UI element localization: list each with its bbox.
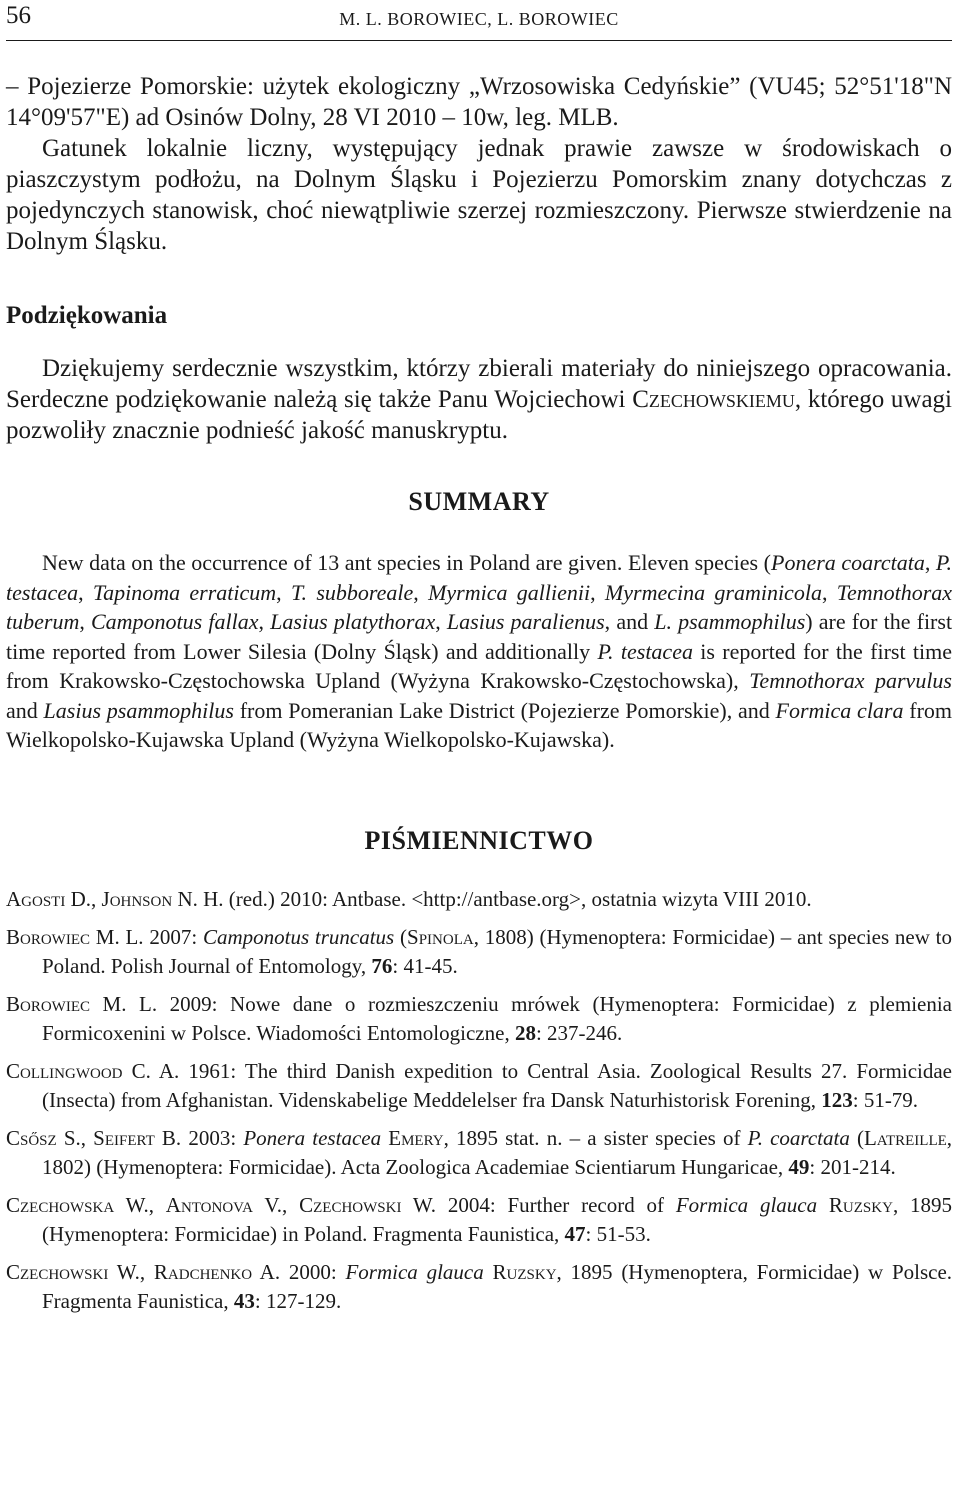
text-segment: , xyxy=(258,609,271,634)
text-segment xyxy=(484,1260,493,1284)
volume-number: 28 xyxy=(514,1020,536,1045)
author-name: Czechowska xyxy=(6,1192,115,1217)
text-segment: , 1895 stat. n. – a sister species of xyxy=(443,1125,748,1150)
reference-entry xyxy=(6,923,952,981)
acknowledged-person-name: Czechowskiemu xyxy=(632,386,795,413)
text-segment: is reported for the first time from Krakowsko-Częstochowska Upland (Wyżyna Krakowsko-Częstochowska), xyxy=(6,638,953,693)
text-segment: , xyxy=(276,579,291,605)
volume-number: 76 xyxy=(371,953,393,978)
italic-text: Camponotus fallax xyxy=(91,609,259,634)
italic-text: Ponera coarctata xyxy=(771,550,925,575)
text-segment: M. L. 2009: Nowe dane o rozmieszczeniu mrówek (Hymenoptera: Formicidae) z plemienia Formicoxenini w Polsce. Wiadomości Entomologiczne, xyxy=(42,991,952,1045)
author-name: Ruzsky xyxy=(492,1259,557,1284)
text-segment: , xyxy=(78,579,93,605)
italic-text: Temnothorax parvulus xyxy=(749,668,952,693)
reference-entry xyxy=(6,1124,952,1182)
text-segment: M. L. 2007: xyxy=(90,924,203,949)
author-name: Collingwood xyxy=(6,1058,123,1083)
text-segment: B. 2003: xyxy=(154,1125,244,1150)
page-number: 56 xyxy=(6,2,31,29)
author-name: Borowiec xyxy=(6,924,90,949)
text-segment: ( xyxy=(394,924,408,949)
text-segment: V., xyxy=(252,1192,300,1217)
author-name: Seifert xyxy=(93,1125,155,1150)
locality-record: – Pojezierze Pomorskie: użytek ekologiczny „Wrzosowiska Cedyńskie” (VU45; 52°51'18"N 14°09'57"E) ad Osinów Dolny, 28 VI 2010 – 10w, leg. MLB. xyxy=(6,73,952,131)
text-segment: : 127-129. xyxy=(254,1288,342,1313)
acknowledgements-heading: Podziękowania xyxy=(6,302,168,329)
running-header xyxy=(6,0,952,41)
text-segment: A. 2000: xyxy=(252,1259,346,1284)
italic-text: P. testacea xyxy=(6,550,953,605)
text-segment: : 41-45. xyxy=(392,953,458,978)
text-segment: : 51-53. xyxy=(585,1221,651,1246)
author-name: Czechowski xyxy=(6,1259,109,1284)
summary-heading: SUMMARY xyxy=(408,487,550,516)
text-segment: , 1895 (Hymenoptera, Formicidae) w Polsce. Fragmenta Faunistica, xyxy=(42,1259,953,1313)
author-name: Ruzsky xyxy=(828,1192,893,1217)
volume-number: 43 xyxy=(233,1288,255,1313)
author-name: Agosti xyxy=(6,886,66,911)
italic-text: Myrmica gallienii xyxy=(428,579,591,605)
text-segment: , xyxy=(924,550,936,575)
text-segment: from Pomeranian Lake District (Pojezierze Pomorskie), and xyxy=(233,697,776,723)
running-authors: M. L. BOROWIEC, L. BOROWIEC xyxy=(339,9,619,29)
text-segment xyxy=(817,1193,829,1217)
text-segment: : 51-79. xyxy=(852,1087,919,1112)
volume-number: 123 xyxy=(821,1087,853,1112)
author-name: Spinola xyxy=(407,924,474,949)
italic-text: P. testacea xyxy=(597,638,693,664)
text-segment: , xyxy=(79,609,91,634)
author-name: Borowiec xyxy=(6,991,90,1016)
volume-number: 49 xyxy=(788,1154,810,1179)
acknowledgements-text xyxy=(6,353,952,446)
species-comment: Gatunek lokalnie liczny, występujący jednak prawie zawsze w środowiskach o piaszczystym podłożu, na Dolnym Śląsku i Pojezierzu Pomorskim znany dotychczas z pojedynczych stanowisk, choć niewątpliwie szerzej rozmieszczony. Pierwsze stwierdzenie na Dolnym Śląsku. xyxy=(6,135,952,255)
author-name: Radchenko xyxy=(153,1259,253,1284)
italic-text: Lasius paralienus xyxy=(446,609,605,634)
references-heading: PIŚMIENNICTWO xyxy=(364,825,594,855)
italic-text: Formica glauca xyxy=(675,1192,818,1217)
italic-text: Formica glauca xyxy=(345,1259,484,1284)
text-segment: : 201-214. xyxy=(809,1154,896,1179)
text-segment: C. A. 1961: The third Danish expedition to Central Asia. Zoological Results 27. Formicidae (Insecta) from Afghanistan. Videnskabelige Meddelelser fra Dansk Naturhistorisk Forening, xyxy=(42,1058,952,1112)
reference-entry xyxy=(6,1057,952,1115)
summary-text xyxy=(6,548,952,755)
text-segment: , 1808) (Hymenoptera: Formicidae) – ant species new to Poland. Polish Journal of Entomology, xyxy=(42,924,953,978)
italic-text: L. psammophilus xyxy=(654,609,806,634)
author-name: Csősz xyxy=(6,1125,57,1150)
acknowledgements-text-part-2: , którego uwagi pozwoliły znacznie podnieść jakość manuskryptu. xyxy=(6,386,952,444)
references-list xyxy=(6,885,952,1316)
italic-text: Myrmecina graminicola xyxy=(604,579,822,605)
text-segment: N. H. (red.) 2010: Antbase. <http://antbase.org>, ostatnia wizyta VIII 2010. xyxy=(172,886,812,911)
italic-text: P. coarctata xyxy=(747,1125,850,1150)
italic-text: Camponotus truncatus xyxy=(202,924,395,949)
text-segment: , xyxy=(413,579,429,605)
italic-text: T. subboreale xyxy=(290,579,414,605)
author-name: Latreille xyxy=(863,1125,947,1150)
italic-text: Tapinoma erraticum xyxy=(92,579,277,605)
text-segment: , 1895 (Hymenoptera: Formicidae) in Poland. Fragmenta Faunistica, xyxy=(42,1192,952,1246)
text-segment: , xyxy=(821,579,837,605)
author-name: Czechowski xyxy=(299,1192,402,1217)
reference-entry xyxy=(6,885,952,914)
text-segment: ) are for the first time reported from Lower Silesia (Dolny Śląsk) and additionally xyxy=(6,609,953,664)
text-segment: and xyxy=(6,697,44,723)
text-segment: , xyxy=(435,609,447,634)
reference-entry xyxy=(6,990,952,1048)
text-segment: W., xyxy=(114,1192,166,1217)
italic-text: Lasius psammophilus xyxy=(43,697,234,723)
acknowledgements-text-part-1: Dziękujemy serdecznie wszystkim, którzy zbierali materiały do niniejszego opracowania. Serdeczne podziękowanie należą się także Panu Wojciechowi xyxy=(6,355,952,413)
reference-entry xyxy=(6,1191,952,1249)
author-name: Emery xyxy=(388,1125,444,1150)
text-segment: , xyxy=(590,579,605,605)
italic-text: Lasius platythorax xyxy=(270,609,436,634)
italic-text: Temnothorax tuberum xyxy=(6,579,953,634)
italic-text: Ponera testacea xyxy=(243,1125,382,1150)
author-name: Antonova xyxy=(165,1192,253,1217)
text-segment: ( xyxy=(849,1125,864,1150)
text-segment: New data on the occurrence of 13 ant species in Poland are given. Eleven species ( xyxy=(42,550,772,575)
text-segment: from Wielkopolsko-Kujawska Upland (Wyżyna Wielkopolsko-Kujawska). xyxy=(6,697,953,752)
text-segment: , 1802) (Hymenoptera: Formicidae). Acta Zoologica Academiae Scientiarum Hungaricae, xyxy=(42,1125,953,1179)
author-name: Johnson xyxy=(101,886,173,911)
text-segment: D., xyxy=(65,886,102,911)
volume-number: 47 xyxy=(564,1221,586,1246)
reference-entry xyxy=(6,1258,952,1316)
text-segment: , and xyxy=(604,609,655,634)
text-segment: W. 2004: Further record of xyxy=(401,1192,676,1217)
italic-text: Formica clara xyxy=(775,697,904,723)
text-segment: W., xyxy=(108,1259,154,1284)
text-segment: S., xyxy=(56,1125,94,1150)
text-segment: : 237-246. xyxy=(535,1020,623,1045)
document-page xyxy=(6,0,952,1325)
